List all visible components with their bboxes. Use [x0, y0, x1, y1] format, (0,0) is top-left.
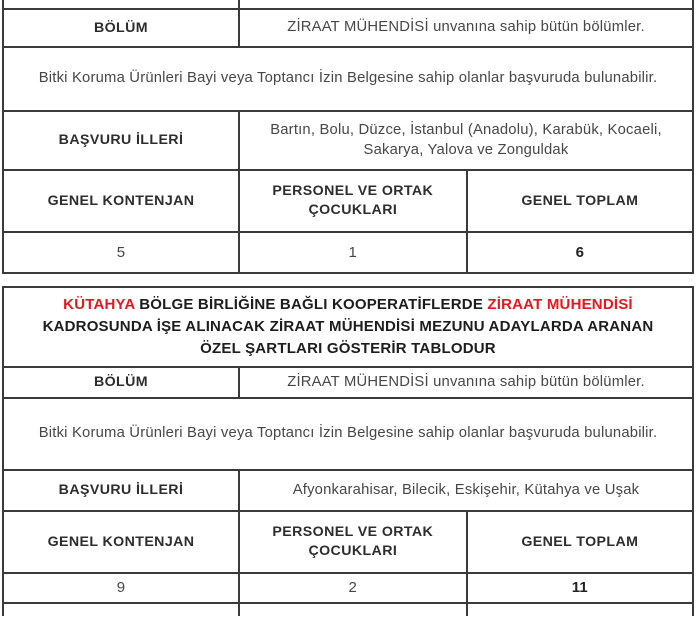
- table2-header-personel-ortak: PERSONEL VE ORTAK ÇOCUKLARI: [240, 512, 468, 572]
- table2-basvuru-provinces: Afyonkarahisar, Bilecik, Eskişehir, Kütahya ve Uşak: [292, 481, 640, 498]
- table2-partial-cell-3: [468, 604, 692, 616]
- table2-value-genel-kontenjan: 9: [4, 574, 240, 602]
- table2-bolum-row: [4, 368, 692, 399]
- table2-partial-cell-1: [4, 604, 240, 616]
- table1-partial-top-row: [4, 0, 692, 10]
- table2-header-row: [4, 512, 692, 574]
- table2-basvuru-label: BAŞVURU İLLERİ: [4, 471, 240, 510]
- table1-header-personel-ortak: PERSONEL VE ORTAK ÇOCUKLARI: [240, 171, 468, 231]
- table2-title-row: [4, 288, 692, 368]
- table1-note-row: [4, 48, 692, 112]
- table1-bolum-value: ZİRAAT MÜHENDİSİ unvanına sahip bütün bölümler.: [287, 19, 645, 36]
- table2-title-text: [30, 294, 666, 359]
- table1-header-genel-kontenjan: GENEL KONTENJAN: [4, 171, 240, 231]
- table2-title-cell: [4, 288, 692, 366]
- table2-partial-bottom-row: [4, 604, 692, 616]
- table1-partial-cell-left: [4, 0, 240, 8]
- table2-basvuru-row: [4, 471, 692, 512]
- table2-values-row: [4, 574, 692, 604]
- table1-bolum-label: BÖLÜM: [4, 10, 240, 46]
- table2-partial-cell-2: [240, 604, 468, 616]
- table2-header-genel-kontenjan: GENEL KONTENJAN: [4, 512, 240, 572]
- table2-note-row: [4, 399, 692, 471]
- table2-note-text: Bitki Koruma Ürünleri Bayi veya Toptancı İzin Belgesine sahip olanlar başvuruda bulunabilir.: [38, 425, 658, 442]
- table1-partial-cell-right: [240, 0, 692, 8]
- table1-value-genel-toplam: 6: [575, 243, 585, 261]
- table1-header-genel-toplam: GENEL TOPLAM: [521, 192, 639, 209]
- region-table-1: [2, 0, 694, 274]
- table1-basvuru-label: BAŞVURU İLLERİ: [4, 112, 240, 169]
- table2-bolum-value: ZİRAAT MÜHENDİSİ unvanına sahip bütün bölümler.: [287, 373, 645, 390]
- table1-bolum-row: [4, 10, 692, 48]
- table2-bolum-label: BÖLÜM: [4, 368, 240, 397]
- table-gap: [0, 274, 700, 286]
- table1-basvuru-provinces: Bartın, Bolu, Düzce, İstanbul (Anadolu), Karabük, Kocaeli, Sakarya, Yalova ve Zonguldak: [270, 121, 662, 158]
- table2-value-genel-toplam: 11: [571, 579, 588, 597]
- table2-value-personel-ortak: 2: [240, 574, 468, 602]
- table1-note-text: Bitki Koruma Ürünleri Bayi veya Toptancı İzin Belgesine sahip olanlar başvuruda bulunabilir.: [38, 70, 658, 87]
- title-region-highlight: KÜTAHYA: [63, 296, 135, 314]
- title-segment-1: BÖLGE BİRLİĞİNE BAĞLI KOOPERATİFLERDE: [134, 296, 488, 314]
- table2-header-genel-toplam: GENEL TOPLAM: [521, 533, 639, 550]
- title-position-highlight: ZİRAAT MÜHENDİSİ: [487, 296, 633, 314]
- table1-value-genel-kontenjan: 5: [4, 233, 240, 272]
- table1-value-personel-ortak: 1: [240, 233, 468, 272]
- table1-values-row: [4, 233, 692, 272]
- title-segment-2: KADROSUNDA İŞE ALINACAK ZİRAAT MÜHENDİSİ MEZUNU ADAYLARDA ARANAN ÖZEL ŞARTLARI GÖSTERİR TABLODUR: [42, 318, 654, 357]
- table1-basvuru-row: [4, 112, 692, 171]
- table1-header-row: [4, 171, 692, 233]
- region-table-2-kutahya: [2, 286, 694, 616]
